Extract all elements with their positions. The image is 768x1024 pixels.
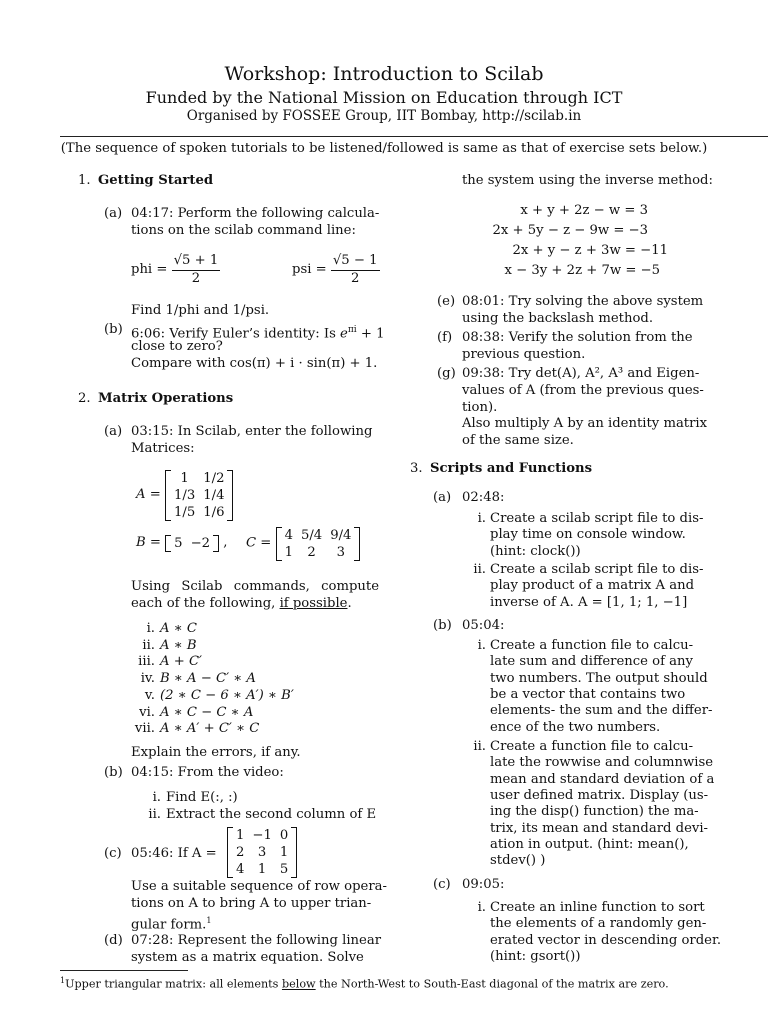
text-line: tion). bbox=[462, 400, 498, 415]
minus-one: − 1 bbox=[349, 253, 378, 268]
text-line: tions on the scilab command line: bbox=[131, 223, 356, 238]
list-marker: ii. bbox=[142, 637, 155, 653]
section-number: 1. bbox=[78, 173, 91, 188]
list-item-line: late sum and difference of any bbox=[490, 654, 693, 670]
text-line: Using Scilab commands, compute bbox=[131, 579, 379, 594]
matrix-c-def bbox=[246, 527, 360, 561]
text-line: of the same size. bbox=[462, 433, 574, 448]
page-title: Workshop: Introduction to Scilab bbox=[224, 63, 544, 85]
list-item-line: Create an inline function to sort bbox=[490, 900, 705, 915]
matrix-cell: 4 bbox=[284, 528, 293, 543]
text-span: the North-West to South-East diagonal of the matrix are zero. bbox=[315, 977, 669, 991]
equals-sign: = bbox=[260, 535, 272, 551]
matrix-row bbox=[281, 527, 356, 544]
footnote-rule bbox=[60, 970, 188, 971]
list-item-line: the elements of a randomly gen- bbox=[490, 916, 707, 932]
euler-e: e bbox=[340, 326, 348, 342]
text-line: Also multiply A by an identity matrix bbox=[462, 416, 708, 431]
matrix-cell: 1/3 bbox=[174, 488, 196, 503]
text-line: Find 1/phi and 1/psi. bbox=[131, 303, 270, 318]
equals-sign: = bbox=[156, 261, 168, 277]
comma: , bbox=[223, 535, 228, 551]
matrix-cell: 1/5 bbox=[174, 505, 196, 520]
list-item: A ∗ A′ + C′ ∗ C bbox=[160, 721, 260, 737]
text-line: 09:38: Try det(A), A², A³ and Eigen- bbox=[462, 366, 700, 381]
list-item-line: play time on console window. bbox=[490, 527, 686, 543]
text-line: 08:38: Verify the solution from the bbox=[462, 330, 693, 345]
section-2-heading bbox=[78, 391, 233, 408]
list-item: A ∗ B bbox=[160, 637, 197, 653]
matrix-cell: 0 bbox=[279, 828, 289, 843]
list-item: (2 ∗ C − 6 ∗ A′) ∗ B′ bbox=[160, 687, 294, 703]
sqrt-five: √5 bbox=[173, 253, 191, 268]
equals-sign: = bbox=[149, 535, 161, 551]
text-line: previous question. bbox=[462, 347, 586, 362]
item-label: (e) bbox=[437, 294, 456, 309]
list-item-line: Create a function file to calcu- bbox=[490, 739, 694, 754]
list-item-line: user defined matrix. Display (us- bbox=[490, 787, 709, 803]
list-item: B ∗ A − C′ ∗ A bbox=[160, 671, 256, 687]
sequence-note: (The sequence of spoken tutorials to be listened/followed is same as that of exercise sets below.) bbox=[60, 141, 708, 156]
denominator: 2 bbox=[191, 270, 201, 286]
item-label: (c) bbox=[433, 877, 451, 892]
item-label: (b) bbox=[104, 765, 123, 780]
matrix-cell: 1/2 bbox=[203, 471, 225, 486]
matrix-cell: 1 bbox=[180, 471, 189, 486]
text-line: 08:01: Try solving the above system bbox=[462, 294, 704, 309]
list-item-line: elements- the sum and the differ- bbox=[490, 703, 713, 719]
text-span: Upper triangular matrix: all elements bbox=[65, 977, 282, 991]
list-item-line: play product of a matrix A and bbox=[490, 578, 695, 594]
text-line: 02:48: bbox=[462, 490, 505, 505]
matrix-cell: 5 bbox=[279, 862, 289, 877]
list-item-line: erated vector in descending order. bbox=[490, 932, 722, 948]
equals-sign: = bbox=[315, 261, 327, 277]
psi-formula bbox=[292, 253, 380, 287]
text-line: 09:05: bbox=[462, 877, 505, 892]
text-line: Use a suitable sequence of row opera- bbox=[131, 879, 387, 894]
psi-label: psi bbox=[292, 261, 312, 277]
matrix-row bbox=[281, 544, 356, 561]
list-item: A ∗ C − C ∗ A bbox=[160, 704, 254, 720]
item-label: (f) bbox=[437, 330, 453, 345]
text-line: 04:17: Perform the following calcula- bbox=[131, 206, 380, 221]
text-line: 05:46: If A = bbox=[131, 846, 217, 861]
phi-fraction bbox=[172, 253, 221, 287]
item-label: (b) bbox=[433, 618, 452, 633]
matrix-b-name: B bbox=[136, 535, 146, 551]
matrix-cell: −2 bbox=[190, 536, 211, 551]
list-item-line: ation in output. (hint: mean(), bbox=[490, 836, 689, 852]
list-marker: i. bbox=[152, 790, 161, 805]
item-label: (a) bbox=[104, 206, 123, 221]
matrix-row bbox=[170, 504, 228, 521]
footnote-mark: 1 bbox=[60, 976, 66, 985]
psi-fraction bbox=[331, 253, 380, 287]
matrix-row-ops bbox=[227, 827, 297, 878]
item-label: (g) bbox=[437, 366, 456, 381]
underlined-text: if possible bbox=[279, 596, 348, 611]
list-item-line: trix, its mean and standard devi- bbox=[490, 820, 708, 836]
matrix-row bbox=[232, 861, 292, 878]
denominator: 2 bbox=[351, 270, 360, 286]
list-item-line: Create a scilab script file to dis- bbox=[490, 562, 704, 577]
matrix-cell: 1 bbox=[257, 862, 267, 877]
item-label: (a) bbox=[433, 490, 452, 505]
text-line: 03:15: In Scilab, enter the following bbox=[131, 424, 373, 439]
text-line: using the backslash method. bbox=[462, 311, 654, 326]
list-item-line: ence of the two numbers. bbox=[490, 719, 661, 735]
list-item-line: be a vector that contains two bbox=[490, 686, 686, 702]
text-line: Compare with cos(π) + i · sin(π) + 1. bbox=[131, 356, 378, 371]
list-marker: i. bbox=[477, 511, 486, 526]
list-marker: ii. bbox=[473, 739, 486, 754]
list-marker: iv. bbox=[140, 671, 155, 687]
list-marker: ii. bbox=[148, 807, 161, 822]
matrix-cell: 3 bbox=[336, 545, 345, 560]
sqrt-five: √5 bbox=[332, 253, 350, 268]
matrix-b bbox=[165, 535, 219, 552]
exponent: πi bbox=[347, 325, 357, 335]
text-line: 07:28: Represent the following linear bbox=[131, 933, 381, 948]
matrix-c-name: C bbox=[246, 535, 257, 551]
matrix-row bbox=[170, 470, 228, 487]
section-number: 3. bbox=[410, 461, 423, 476]
text-span: each of the following, bbox=[131, 596, 276, 611]
matrix-cell: 9/4 bbox=[330, 528, 352, 543]
footnote bbox=[60, 974, 669, 992]
list-marker: vi. bbox=[139, 704, 155, 720]
text-line: system as a matrix equation. Solve bbox=[131, 950, 364, 965]
matrix-a-def bbox=[136, 470, 233, 521]
text-line: 05:04: bbox=[462, 618, 505, 633]
equation: x + y + 2z − w = 3 bbox=[520, 203, 648, 218]
matrix-cell: −1 bbox=[252, 828, 272, 843]
list-item-line: (hint: clock()) bbox=[490, 543, 581, 559]
text-span: + 1 bbox=[356, 326, 385, 342]
matrix-cell: 1 bbox=[284, 545, 293, 560]
matrix-row bbox=[170, 535, 214, 552]
matrix-cell: 1/6 bbox=[203, 505, 225, 520]
section-number: 2. bbox=[78, 391, 91, 406]
organiser-line: Organised by FOSSEE Group, IIT Bombay, http://scilab.in bbox=[186, 108, 582, 124]
list-marker: iii. bbox=[138, 654, 155, 670]
matrix-cell: 1 bbox=[279, 845, 289, 860]
matrix-cell: 2 bbox=[236, 845, 245, 860]
list-marker: i. bbox=[477, 900, 486, 915]
list-item-line: two numbers. The output should bbox=[490, 670, 708, 686]
section-3-heading bbox=[410, 461, 592, 478]
matrix-a bbox=[165, 470, 233, 521]
equals-sign: = bbox=[149, 487, 161, 503]
text-line: Matrices: bbox=[131, 441, 195, 456]
list-item-line: ing the disp() function) the ma- bbox=[490, 804, 699, 820]
list-item: Find E(:, :) bbox=[166, 790, 238, 805]
list-item-line: Create a scilab script file to dis- bbox=[490, 511, 704, 526]
list-item-line: stdev() ) bbox=[490, 853, 546, 869]
section-title: Scripts and Functions bbox=[430, 461, 593, 476]
text-span: gular form. bbox=[131, 917, 207, 933]
text-line bbox=[131, 913, 211, 934]
section-title: Getting Started bbox=[98, 173, 214, 188]
list-marker: vii. bbox=[134, 721, 155, 737]
list-item-line: inverse of A. A = [1, 1; 1, −1] bbox=[490, 594, 688, 610]
section-1-heading bbox=[78, 173, 213, 190]
underlined-text: below bbox=[281, 977, 316, 991]
matrix-row bbox=[232, 844, 292, 861]
if-possible-line: each of the following, if possible. bbox=[131, 596, 352, 611]
matrix-cell: 4 bbox=[236, 862, 245, 877]
text-span: 6:06: Verify Euler’s identity: Is bbox=[131, 326, 336, 342]
list-item: Extract the second column of E bbox=[166, 807, 377, 822]
footnote-mark: 1 bbox=[206, 916, 212, 925]
list-item: A + C′ bbox=[160, 654, 203, 670]
section-title: Matrix Operations bbox=[98, 391, 234, 406]
text-line: Explain the errors, if any. bbox=[131, 745, 301, 760]
text-line: 04:15: From the video: bbox=[131, 765, 284, 780]
matrix-cell: 1 bbox=[236, 828, 245, 843]
phi-label: phi bbox=[131, 261, 153, 277]
text-line: the system using the inverse method: bbox=[462, 173, 713, 188]
matrix-cell: 2 bbox=[307, 545, 316, 560]
item-label: (a) bbox=[104, 424, 123, 439]
list-item-line: Create a function file to calcu- bbox=[490, 638, 694, 653]
matrix-cell: 1/4 bbox=[203, 488, 225, 503]
matrix-row bbox=[232, 827, 292, 844]
list-marker: i. bbox=[477, 638, 486, 653]
matrix-cell: 5 bbox=[174, 536, 183, 551]
list-marker: ii. bbox=[473, 562, 486, 577]
matrix-c bbox=[276, 527, 361, 561]
item-label: (c) bbox=[104, 846, 122, 861]
matrix-cell: 5/4 bbox=[300, 528, 323, 543]
equation: 2x + 5y − z − 9w = −3 bbox=[492, 223, 648, 238]
funding-subtitle: Funded by the National Mission on Education through ICT bbox=[145, 88, 623, 107]
plus-one: + 1 bbox=[190, 253, 219, 268]
header-rule bbox=[60, 136, 768, 137]
phi-formula bbox=[131, 253, 220, 287]
matrix-cell: 3 bbox=[257, 845, 267, 860]
matrix-e bbox=[227, 827, 297, 878]
equation: x − 3y + 2z + 7w = −5 bbox=[504, 263, 660, 278]
list-item-line: mean and standard deviation of a bbox=[490, 771, 715, 787]
item-label: (b) bbox=[104, 322, 123, 337]
list-item-line: late the rowwise and columnwise bbox=[490, 755, 714, 771]
text-line: close to zero? bbox=[131, 339, 223, 354]
list-marker: v. bbox=[144, 687, 155, 703]
list-item: A ∗ C bbox=[160, 621, 197, 636]
equation: 2x + y − z + 3w = −11 bbox=[512, 243, 668, 258]
text-line: tions on A to bring A to upper trian- bbox=[131, 896, 372, 911]
list-item-line: (hint: gsort()) bbox=[490, 948, 581, 964]
list-marker: i. bbox=[146, 621, 155, 636]
matrix-a-name: A bbox=[136, 487, 146, 503]
text-line: values of A (from the previous ques- bbox=[462, 383, 704, 398]
matrix-b-def bbox=[136, 535, 227, 553]
matrix-row bbox=[170, 487, 228, 504]
item-label: (d) bbox=[104, 933, 123, 948]
